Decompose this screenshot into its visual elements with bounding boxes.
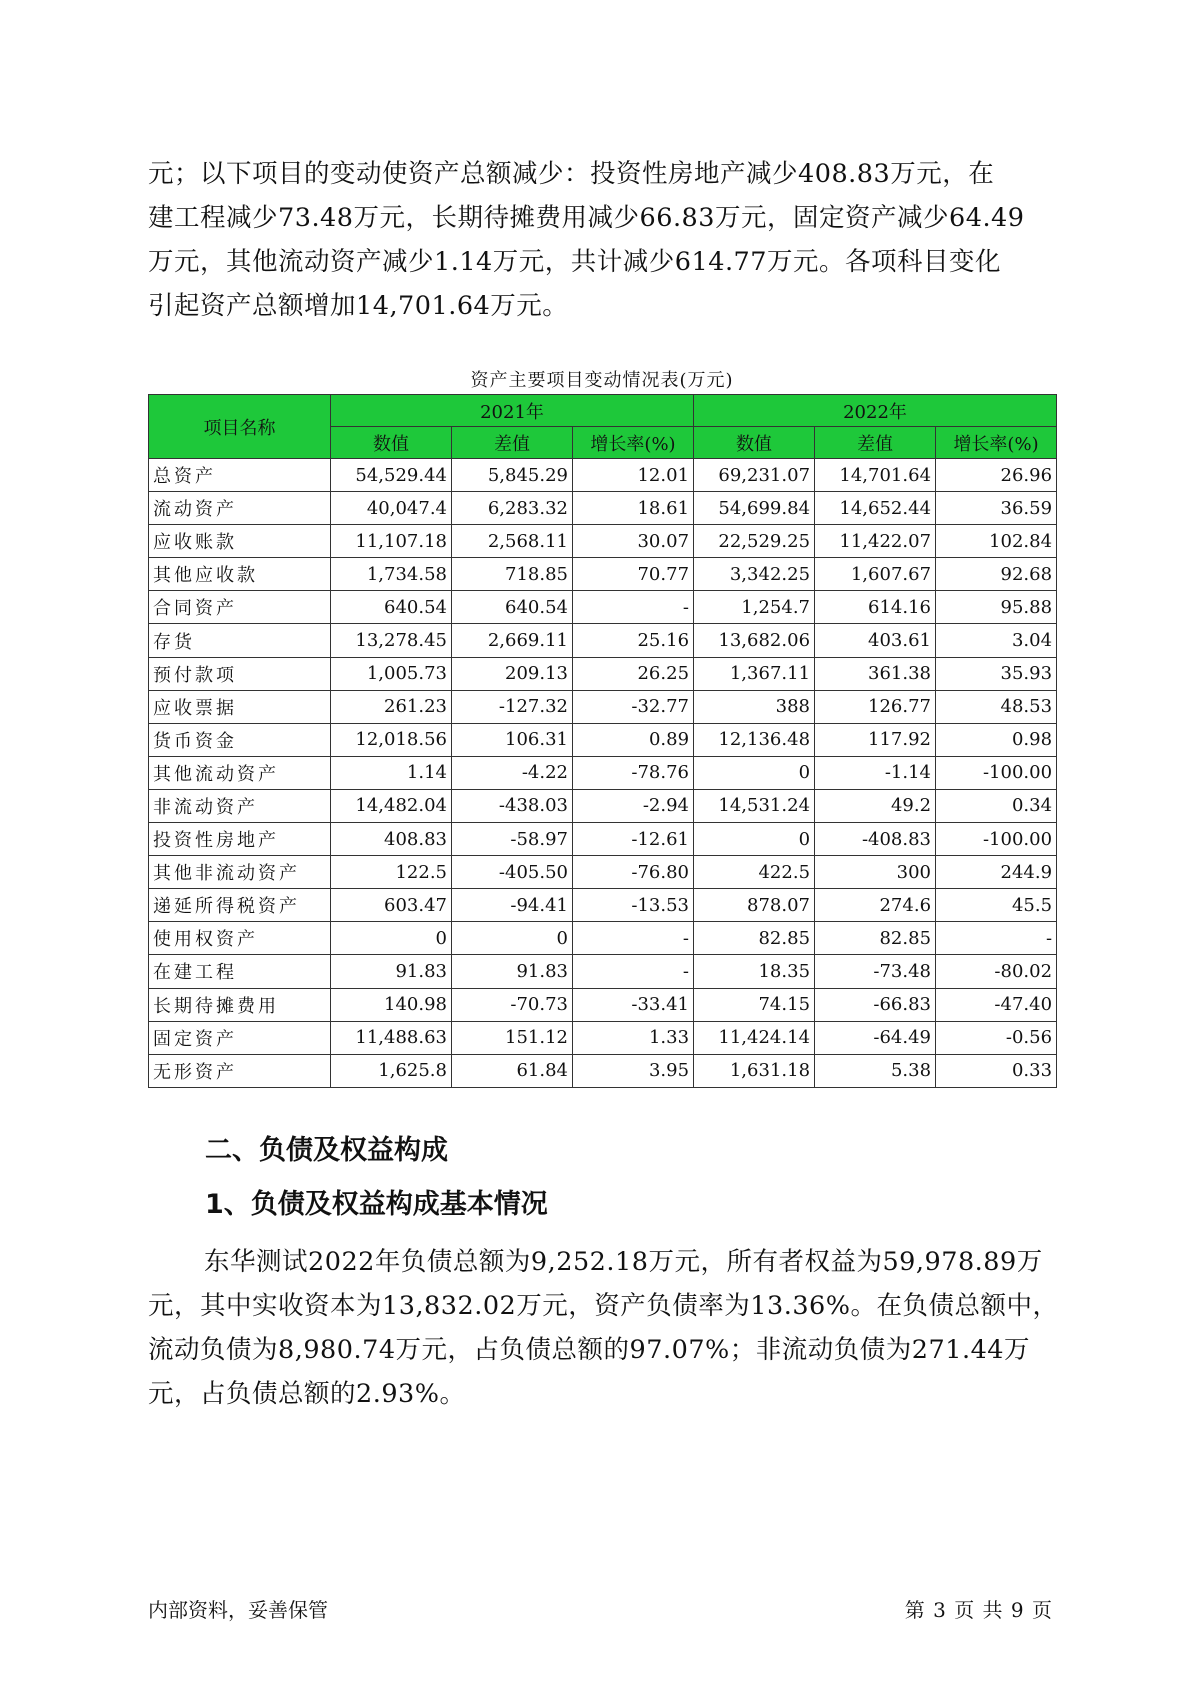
table-row <box>149 823 1057 856</box>
cell-diff-2022: 300 <box>815 856 936 889</box>
cell-diff-2021: 6,283.32 <box>452 492 573 525</box>
cell-item-name: 其他非流动资产 <box>149 856 331 889</box>
cell-growth-2021: 30.07 <box>573 525 694 558</box>
cell-diff-2021: -405.50 <box>452 856 573 889</box>
header-year-2022: 2022年 <box>694 395 1057 427</box>
cell-growth-2021: 26.25 <box>573 657 694 690</box>
cell-item-name: 在建工程 <box>149 955 331 988</box>
header-value: 数值 <box>694 427 815 459</box>
cell-value-2021: 12,018.56 <box>331 723 452 756</box>
cell-diff-2022: -64.49 <box>815 1021 936 1054</box>
cell-growth-2021: 18.61 <box>573 492 694 525</box>
cell-value-2022: 0 <box>694 823 815 856</box>
cell-growth-2021: -13.53 <box>573 889 694 922</box>
cell-item-name: 其他应收款 <box>149 558 331 591</box>
cell-diff-2022: 117.92 <box>815 723 936 756</box>
cell-growth-2021: 1.33 <box>573 1021 694 1054</box>
cell-growth-2022: 244.9 <box>936 856 1057 889</box>
cell-growth-2021: - <box>573 922 694 955</box>
cell-value-2021: 54,529.44 <box>331 459 452 492</box>
cell-value-2021: 14,482.04 <box>331 789 452 822</box>
cell-diff-2022: -408.83 <box>815 823 936 856</box>
cell-diff-2021: 106.31 <box>452 723 573 756</box>
cell-growth-2021: 3.95 <box>573 1054 694 1087</box>
footer-page-number: 第 3 页 共 9 页 <box>904 1598 1053 1622</box>
table-row <box>149 624 1057 657</box>
cell-item-name: 预付款项 <box>149 657 331 690</box>
cell-diff-2021: 640.54 <box>452 591 573 624</box>
cell-diff-2022: 11,422.07 <box>815 525 936 558</box>
cell-growth-2022: 0.33 <box>936 1054 1057 1087</box>
liabilities-line: 流动负债为8,980.74万元，占负债总额的97.07%；非流动负债为271.44万 <box>148 1335 1031 1365</box>
intro-line: 万元，其他流动资产减少1.14万元，共计减少614.77万元。各项科目变化 <box>148 247 1002 277</box>
cell-diff-2022: 274.6 <box>815 889 936 922</box>
cell-diff-2022: 361.38 <box>815 657 936 690</box>
table-row <box>149 789 1057 822</box>
cell-value-2022: 1,367.11 <box>694 657 815 690</box>
cell-diff-2022: 126.77 <box>815 690 936 723</box>
cell-value-2021: 1,625.8 <box>331 1054 452 1087</box>
cell-growth-2021: -2.94 <box>573 789 694 822</box>
cell-value-2022: 1,631.18 <box>694 1054 815 1087</box>
cell-diff-2021: -94.41 <box>452 889 573 922</box>
section-heading: 二、负债及权益构成 <box>205 1135 448 1166</box>
table-row <box>149 657 1057 690</box>
cell-growth-2021: -12.61 <box>573 823 694 856</box>
cell-item-name: 总资产 <box>149 459 331 492</box>
cell-value-2021: 140.98 <box>331 988 452 1021</box>
intro-line: 元；以下项目的变动使资产总额减少：投资性房地产减少408.83万元，在 <box>148 159 995 189</box>
cell-diff-2022: -73.48 <box>815 955 936 988</box>
cell-value-2022: 54,699.84 <box>694 492 815 525</box>
table-row <box>149 922 1057 955</box>
cell-growth-2022: 26.96 <box>936 459 1057 492</box>
cell-diff-2021: 5,845.29 <box>452 459 573 492</box>
cell-diff-2022: 82.85 <box>815 922 936 955</box>
cell-value-2022: 422.5 <box>694 856 815 889</box>
cell-growth-2021: - <box>573 591 694 624</box>
cell-growth-2021: - <box>573 955 694 988</box>
cell-item-name: 投资性房地产 <box>149 823 331 856</box>
cell-item-name: 存货 <box>149 624 331 657</box>
cell-value-2021: 11,107.18 <box>331 525 452 558</box>
cell-growth-2022: 0.34 <box>936 789 1057 822</box>
cell-diff-2021: -4.22 <box>452 756 573 789</box>
cell-diff-2021: -58.97 <box>452 823 573 856</box>
liabilities-line: 元，其中实收资本为13,832.02万元，资产负债率为13.36%。在负债总额中， <box>148 1291 1059 1321</box>
cell-value-2022: 22,529.25 <box>694 525 815 558</box>
cell-value-2021: 122.5 <box>331 856 452 889</box>
cell-value-2022: 69,231.07 <box>694 459 815 492</box>
cell-value-2022: 11,424.14 <box>694 1021 815 1054</box>
table-row <box>149 723 1057 756</box>
cell-diff-2022: 5.38 <box>815 1054 936 1087</box>
cell-diff-2022: 614.16 <box>815 591 936 624</box>
subsection-heading: 1、负债及权益构成基本情况 <box>205 1189 548 1220</box>
cell-value-2022: 1,254.7 <box>694 591 815 624</box>
cell-value-2022: 388 <box>694 690 815 723</box>
cell-value-2022: 0 <box>694 756 815 789</box>
cell-growth-2022: 36.59 <box>936 492 1057 525</box>
cell-diff-2022: 14,701.64 <box>815 459 936 492</box>
liabilities-paragraph <box>148 1240 1059 1416</box>
cell-value-2021: 1,734.58 <box>331 558 452 591</box>
cell-growth-2022: -47.40 <box>936 988 1057 1021</box>
cell-growth-2021: -76.80 <box>573 856 694 889</box>
cell-value-2021: 13,278.45 <box>331 624 452 657</box>
table-row <box>149 525 1057 558</box>
table-row <box>149 1054 1057 1087</box>
cell-item-name: 货币资金 <box>149 723 331 756</box>
cell-item-name: 使用权资产 <box>149 922 331 955</box>
cell-diff-2021: 718.85 <box>452 558 573 591</box>
header-growth: 增长率(%) <box>573 427 694 459</box>
cell-growth-2022: -80.02 <box>936 955 1057 988</box>
cell-value-2021: 1.14 <box>331 756 452 789</box>
cell-diff-2021: -438.03 <box>452 789 573 822</box>
cell-growth-2022: - <box>936 922 1057 955</box>
cell-item-name: 递延所得税资产 <box>149 889 331 922</box>
table-row <box>149 690 1057 723</box>
cell-growth-2021: -78.76 <box>573 756 694 789</box>
cell-value-2021: 91.83 <box>331 955 452 988</box>
cell-diff-2021: 151.12 <box>452 1021 573 1054</box>
cell-value-2021: 603.47 <box>331 889 452 922</box>
cell-diff-2021: 0 <box>452 922 573 955</box>
header-item-name: 项目名称 <box>149 395 331 459</box>
table-row <box>149 558 1057 591</box>
cell-growth-2022: 92.68 <box>936 558 1057 591</box>
cell-value-2021: 261.23 <box>331 690 452 723</box>
cell-diff-2021: 209.13 <box>452 657 573 690</box>
cell-diff-2021: 2,568.11 <box>452 525 573 558</box>
header-value: 数值 <box>331 427 452 459</box>
cell-value-2021: 408.83 <box>331 823 452 856</box>
cell-diff-2022: 1,607.67 <box>815 558 936 591</box>
table-row <box>149 889 1057 922</box>
table-row <box>149 988 1057 1021</box>
cell-value-2022: 12,136.48 <box>694 723 815 756</box>
cell-value-2021: 640.54 <box>331 591 452 624</box>
cell-growth-2022: 102.84 <box>936 525 1057 558</box>
cell-value-2022: 82.85 <box>694 922 815 955</box>
liabilities-line: 元，占负债总额的2.93%。 <box>148 1379 466 1409</box>
intro-line: 建工程减少73.48万元，长期待摊费用减少66.83万元，固定资产减少64.49 <box>148 203 1025 233</box>
cell-growth-2022: -0.56 <box>936 1021 1057 1054</box>
cell-growth-2021: 0.89 <box>573 723 694 756</box>
header-growth: 增长率(%) <box>936 427 1057 459</box>
cell-value-2022: 18.35 <box>694 955 815 988</box>
cell-value-2022: 878.07 <box>694 889 815 922</box>
cell-item-name: 长期待摊费用 <box>149 988 331 1021</box>
cell-growth-2022: -100.00 <box>936 823 1057 856</box>
cell-diff-2022: 14,652.44 <box>815 492 936 525</box>
cell-growth-2021: 12.01 <box>573 459 694 492</box>
cell-diff-2022: -66.83 <box>815 988 936 1021</box>
header-diff: 差值 <box>815 427 936 459</box>
cell-value-2022: 13,682.06 <box>694 624 815 657</box>
table-row <box>149 1021 1057 1054</box>
cell-diff-2022: 49.2 <box>815 789 936 822</box>
cell-item-name: 其他流动资产 <box>149 756 331 789</box>
cell-growth-2022: 35.93 <box>936 657 1057 690</box>
asset-change-table <box>148 394 1057 1088</box>
cell-item-name: 合同资产 <box>149 591 331 624</box>
header-year-2021: 2021年 <box>331 395 694 427</box>
table-row <box>149 756 1057 789</box>
cell-growth-2021: 70.77 <box>573 558 694 591</box>
cell-growth-2022: 3.04 <box>936 624 1057 657</box>
cell-item-name: 固定资产 <box>149 1021 331 1054</box>
cell-diff-2021: -127.32 <box>452 690 573 723</box>
cell-value-2022: 3,342.25 <box>694 558 815 591</box>
cell-growth-2021: -32.77 <box>573 690 694 723</box>
cell-value-2021: 40,047.4 <box>331 492 452 525</box>
intro-paragraph <box>148 152 1048 328</box>
cell-diff-2021: -70.73 <box>452 988 573 1021</box>
table-row <box>149 591 1057 624</box>
table-caption: 资产主要项目变动情况表(万元) <box>470 370 734 391</box>
cell-growth-2022: 45.5 <box>936 889 1057 922</box>
footer-confidential-note: 内部资料，妥善保管 <box>148 1598 328 1622</box>
cell-growth-2022: 48.53 <box>936 690 1057 723</box>
table-row <box>149 459 1057 492</box>
cell-diff-2022: 403.61 <box>815 624 936 657</box>
cell-value-2021: 1,005.73 <box>331 657 452 690</box>
cell-value-2022: 14,531.24 <box>694 789 815 822</box>
table-body <box>149 459 1057 1088</box>
cell-item-name: 应收账款 <box>149 525 331 558</box>
liabilities-line: 东华测试2022年负债总额为9,252.18万元，所有者权益为59,978.89万 <box>204 1247 1043 1277</box>
cell-item-name: 无形资产 <box>149 1054 331 1087</box>
cell-diff-2021: 61.84 <box>452 1054 573 1087</box>
cell-growth-2022: 95.88 <box>936 591 1057 624</box>
cell-growth-2021: -33.41 <box>573 988 694 1021</box>
cell-item-name: 流动资产 <box>149 492 331 525</box>
table-row <box>149 955 1057 988</box>
cell-growth-2022: -100.00 <box>936 756 1057 789</box>
cell-diff-2021: 91.83 <box>452 955 573 988</box>
header-diff: 差值 <box>452 427 573 459</box>
cell-item-name: 非流动资产 <box>149 789 331 822</box>
table-row <box>149 492 1057 525</box>
cell-value-2021: 11,488.63 <box>331 1021 452 1054</box>
cell-diff-2021: 2,669.11 <box>452 624 573 657</box>
cell-growth-2021: 25.16 <box>573 624 694 657</box>
intro-line: 引起资产总额增加14,701.64万元。 <box>148 291 569 321</box>
cell-value-2021: 0 <box>331 922 452 955</box>
table-row <box>149 856 1057 889</box>
cell-growth-2022: 0.98 <box>936 723 1057 756</box>
cell-item-name: 应收票据 <box>149 690 331 723</box>
cell-value-2022: 74.15 <box>694 988 815 1021</box>
cell-diff-2022: -1.14 <box>815 756 936 789</box>
